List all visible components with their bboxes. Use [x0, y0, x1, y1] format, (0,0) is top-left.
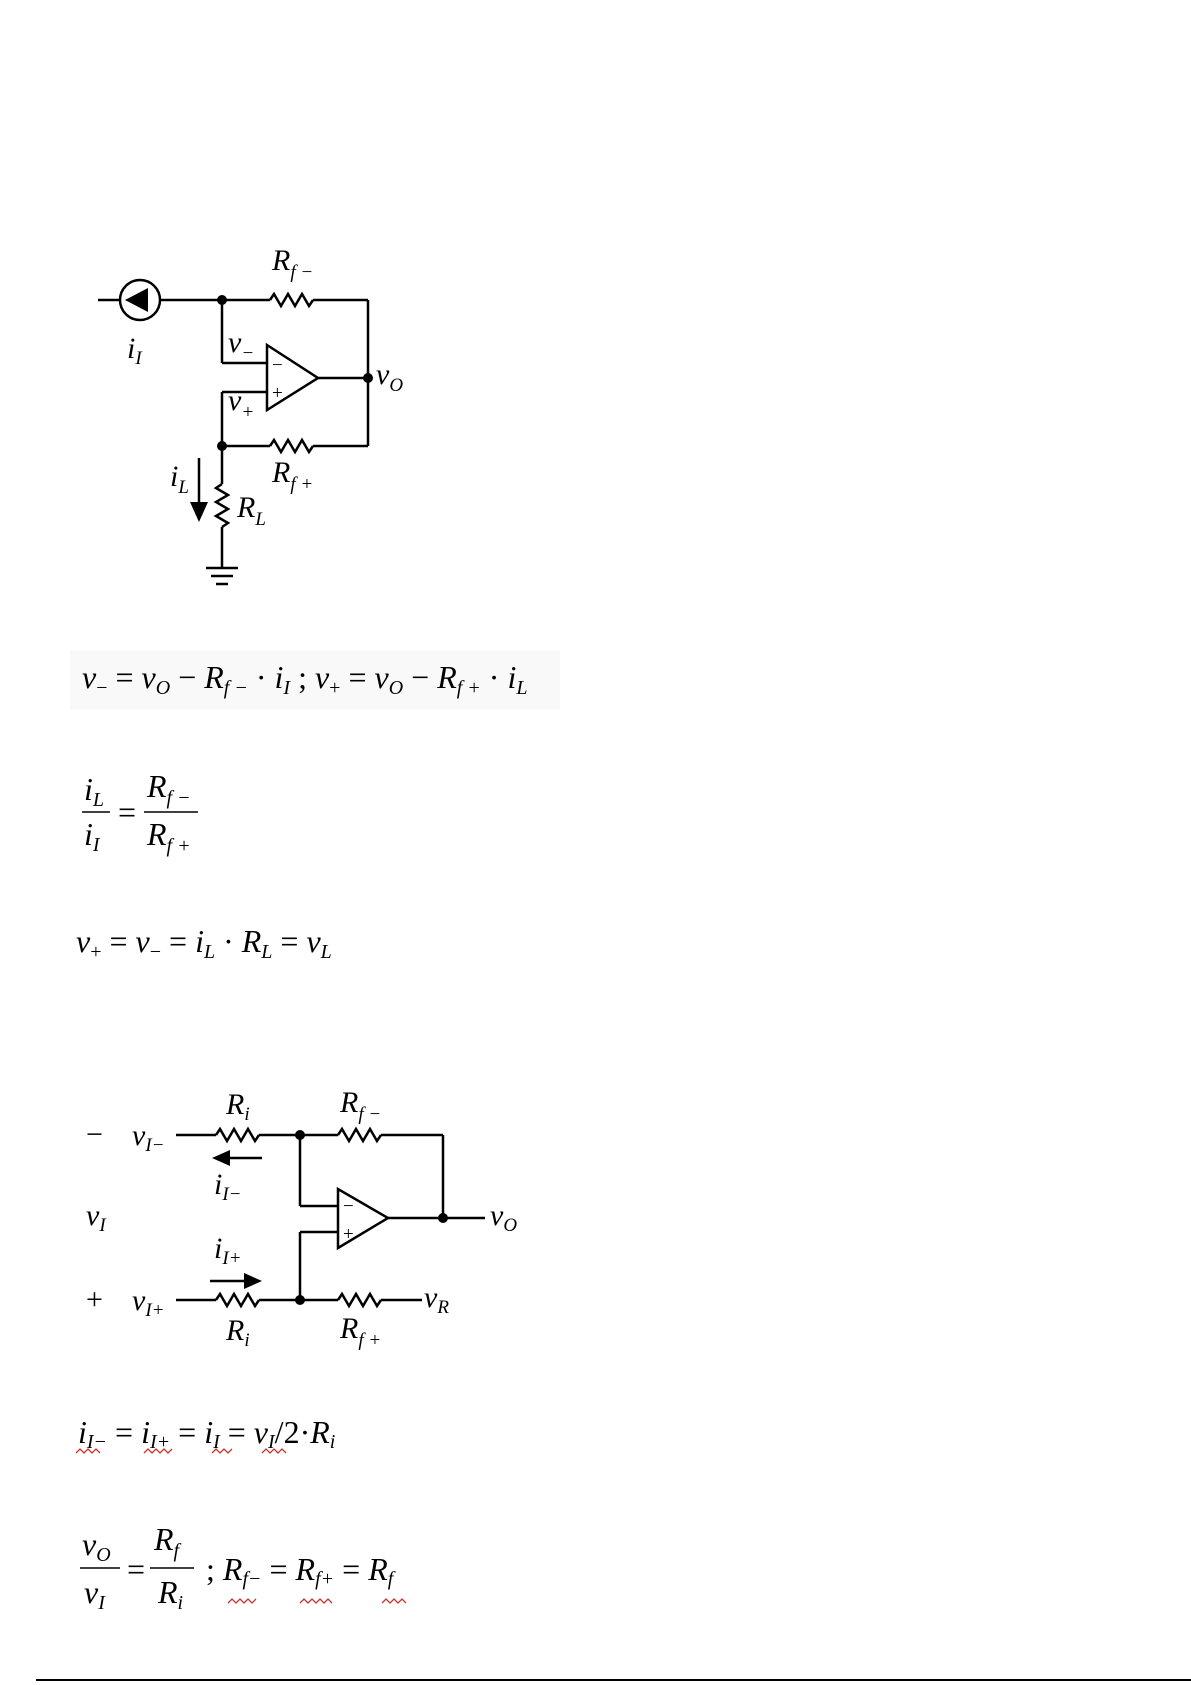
opamp-plus-sign: + [272, 383, 283, 404]
opamp-plus-sign: + [343, 1224, 354, 1245]
label-rf-plus-2: $R_{f +}$ [340, 1312, 382, 1351]
label-ri-top: $R_i$ [226, 1088, 250, 1125]
opamp-minus-sign: − [343, 1196, 354, 1217]
label-v-ref: $v_R$ [424, 1281, 449, 1318]
label-v-out: $v_O$ [376, 358, 404, 396]
label-plus-terminal: + [86, 1283, 103, 1316]
label-v-in-plus: $v_{I+}$ [132, 1284, 165, 1321]
svg-text:Rf: $R_f$ [154, 1521, 180, 1562]
svg-text:Rf +: $R_{f +}$ [147, 816, 191, 857]
svg-text:Rf −: $R_{f -}$ [147, 768, 191, 809]
equation-3: v+ = v− = iL · RL = vL [76, 923, 332, 963]
opamp-minus-sign: − [272, 355, 283, 376]
label-v-in: $v_I$ [86, 1199, 106, 1236]
svg-text:iL: iL [84, 771, 105, 811]
equation-5 [80, 1521, 396, 1614]
label-r-load: $R_L$ [237, 491, 266, 530]
label-v-out-2: $v_O$ [490, 1199, 518, 1236]
label-i-minus: $i_{I-}$ [214, 1168, 242, 1205]
svg-text:=: = [118, 794, 137, 830]
label-rf-minus: $R_{f -}$ [272, 244, 314, 283]
svg-text:vI: vI [84, 1574, 105, 1614]
label-i-source: $i_I$ [127, 332, 142, 369]
svg-text:iI: iI [84, 816, 100, 856]
svg-text:=: = [127, 1551, 146, 1587]
equation-4: iI− = iI+ = iI = vI/2·Ri [78, 1414, 336, 1453]
svg-text:Ri: Ri [158, 1574, 184, 1614]
label-i-load: $i_L$ [170, 460, 189, 498]
label-v-minus: $v_-$ [228, 326, 255, 364]
label-i-plus: $i_{I+}$ [214, 1232, 242, 1269]
label-rf-plus: $R_{f +}$ [272, 456, 314, 495]
svg-text:;Rf− = Rf+ = Rf: ; Rf− = Rf+ = Rf [206, 1551, 394, 1590]
label-v-plus: $v_+$ [228, 384, 255, 423]
label-v-in-minus: $v_{I-}$ [132, 1119, 165, 1156]
equation-1: v− = vO − Rf − · iI ; v+ = vO − Rf + · iL [82, 659, 528, 699]
label-rf-minus-2: $R_{f -}$ [340, 1086, 382, 1125]
label-ri-bottom: $R_i$ [226, 1314, 250, 1351]
label-minus-terminal: − [86, 1118, 103, 1151]
svg-text:vO: vO [82, 1526, 111, 1566]
